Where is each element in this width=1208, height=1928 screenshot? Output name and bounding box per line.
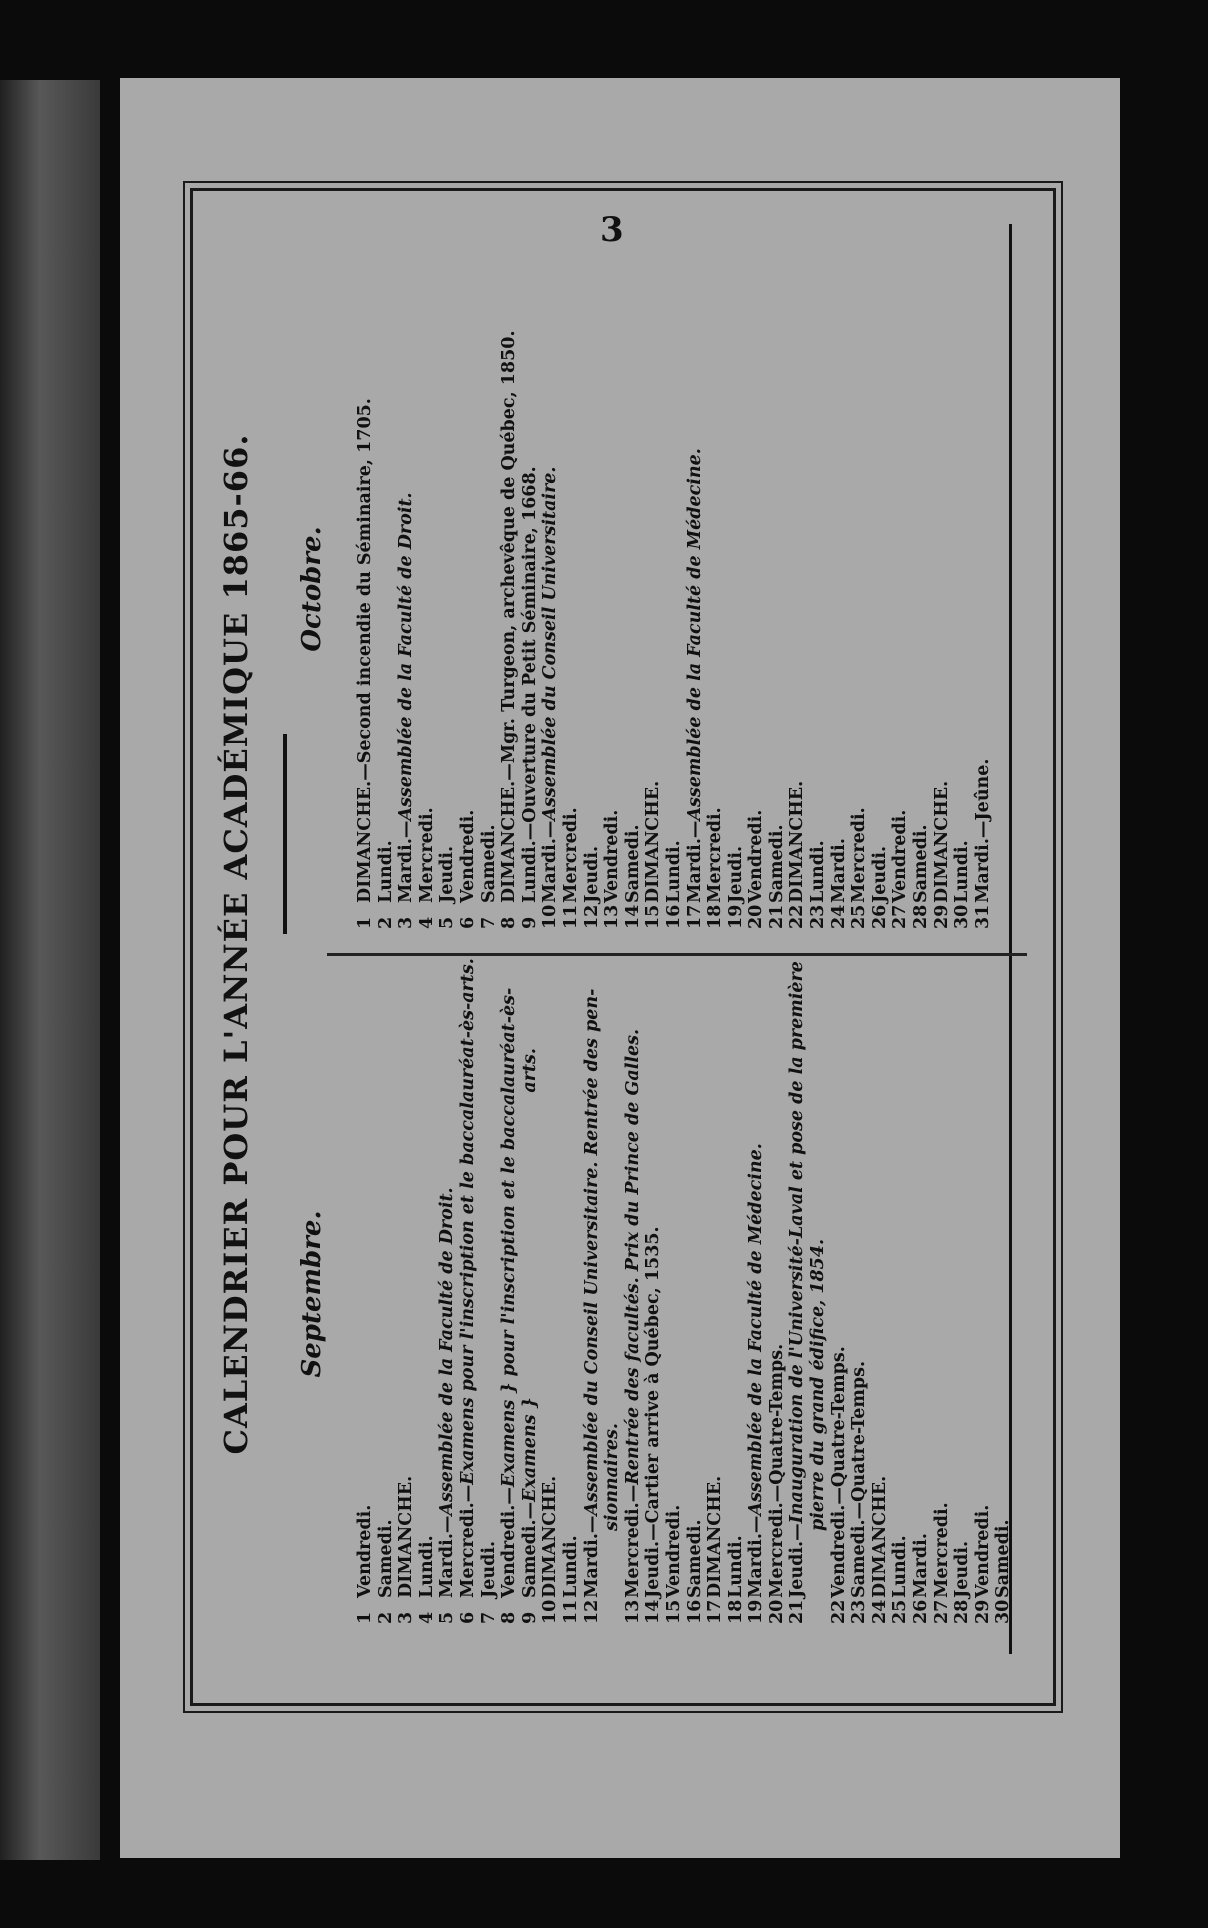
september-column (297, 954, 1014, 1634)
day-number: 20 (766, 1599, 787, 1624)
day-number: 7 (478, 916, 499, 929)
calendar-entry (664, 249, 685, 929)
day-text: Samedi.— (519, 1501, 540, 1598)
day-number: 6 (457, 916, 478, 929)
day-text: DIMANCHE.—Second incendie du Séminaire, 1705. (355, 398, 375, 903)
calendar-entry (499, 964, 520, 1624)
calendar-entry (787, 249, 808, 929)
day-text: Mardi.— (581, 1515, 602, 1598)
day-text: Lundi. (416, 1535, 437, 1598)
day-number: 26 (911, 1599, 932, 1624)
calendar-entry (808, 249, 829, 929)
day-text: Samedi. (684, 1519, 705, 1598)
day-number: 1 (355, 1611, 375, 1624)
calendar-entry (932, 249, 953, 929)
calendar-entry (643, 964, 664, 1624)
day-text: Samedi. (375, 1519, 396, 1598)
page-title: CALENDRIER POUR L'ANNÉE ACADÉMIQUE 1865-66. (217, 433, 255, 1455)
calendar-entry (973, 249, 994, 929)
day-text: Jeudi. (869, 845, 890, 903)
calendar-entry (829, 249, 850, 929)
day-number: 15 (643, 904, 664, 929)
day-text: Lundi. (725, 1535, 746, 1598)
day-text: Mercredi.—Quatre-Temps. (766, 1343, 787, 1598)
month-heading-october: Octobre. (297, 526, 327, 652)
calendar-entry (911, 964, 932, 1624)
calendar-entry (520, 964, 541, 1624)
calendar-entry (561, 964, 582, 1624)
day-text: DIMANCHE. (540, 1475, 561, 1598)
day-number: 22 (787, 904, 808, 929)
calendar-entry (870, 249, 891, 929)
day-text: Lundi. (560, 1535, 581, 1598)
day-text: Lundi.—Ouverture du Petit Séminaire, 1668. (519, 466, 540, 903)
title-rule (283, 734, 287, 934)
day-text: Lundi. (952, 840, 973, 903)
day-text: Jeudi.— (787, 1523, 808, 1598)
calendar-entry (890, 249, 911, 929)
day-number: 7 (478, 1611, 499, 1624)
event-note: Assemblée de la Faculté de Droit. (396, 492, 417, 821)
calendar-entry (849, 964, 870, 1624)
calendar-entry (726, 964, 747, 1624)
calendar-entry (602, 964, 623, 1624)
calendar-entry (705, 249, 726, 929)
calendar-entry (396, 964, 417, 1624)
day-number: 24 (828, 904, 849, 929)
day-text: Samedi. (911, 824, 932, 903)
calendar-entry (705, 964, 726, 1624)
calendar-entry (355, 249, 376, 929)
day-text: Vendredi. (890, 809, 911, 903)
day-number: 17 (705, 1599, 726, 1624)
event-note: Examens } pour l'inscription et le baccalauréat-ès- (499, 987, 520, 1488)
calendar-entry (870, 964, 891, 1624)
september-entries (355, 958, 1014, 1624)
day-number: 11 (560, 1599, 581, 1624)
day-number: 15 (663, 1599, 684, 1624)
month-heading-september: Septembre. (297, 1210, 327, 1378)
calendar-entry (376, 964, 397, 1624)
day-number: 29 (931, 904, 952, 929)
day-text: Vendredi. (355, 1504, 375, 1598)
calendar-entry (952, 249, 973, 929)
event-note: Assemblée de la Faculté de Médecine. (746, 1143, 767, 1516)
event-note: Rentrée des facultés. Prix du Prince de Galles. (622, 1028, 643, 1485)
calendar-entry (623, 964, 644, 1624)
day-number: 18 (725, 1599, 746, 1624)
day-text: Jeudi. (437, 845, 458, 903)
calendar-entry (457, 958, 479, 1624)
calendar-entry (499, 249, 520, 929)
day-text: Jeudi. (725, 845, 746, 903)
day-number: 9 (519, 1611, 540, 1624)
day-text: DIMANCHE. (931, 780, 952, 903)
day-text: Mercredi.— (622, 1484, 643, 1598)
calendar-entry (808, 964, 829, 1624)
day-text: Jeudi. (581, 845, 602, 903)
calendar-entry (540, 964, 561, 1624)
event-note: Examens pour l'inscription et le baccalauréat-ès-arts. (457, 958, 478, 1485)
adjacent-page-edge (0, 80, 100, 1860)
calendar-entry (993, 964, 1014, 1624)
day-number: 22 (828, 1599, 849, 1624)
day-number: 4 (416, 1611, 437, 1624)
day-text: Jeudi. (478, 1540, 499, 1598)
day-text: Samedi.—Quatre-Temps. (849, 1360, 870, 1598)
page-number: 3 (600, 210, 624, 250)
event-note: sionnaires. (602, 1423, 623, 1598)
day-number: 2 (375, 916, 396, 929)
day-text: Mardi.— (684, 820, 705, 903)
day-text: Vendredi. (457, 809, 478, 903)
day-text: Mercredi. (560, 807, 581, 903)
day-number: 20 (746, 904, 767, 929)
day-text: DIMANCHE. (396, 1475, 417, 1598)
event-note: Inauguration de l'Université-Laval et pose de la première (787, 961, 808, 1524)
column-divider (327, 953, 1027, 956)
event-note: Assemblée de la Faculté de Droit. (437, 1187, 458, 1516)
day-text: Mercredi. (849, 807, 870, 903)
day-number: 8 (499, 916, 520, 929)
day-text: Jeudi.—Cartier arrive à Québec, 1535. (643, 1226, 664, 1598)
day-text: Mardi.— (396, 820, 417, 903)
calendar-entry (685, 249, 706, 929)
calendar-entry (787, 961, 808, 1624)
calendar-entry (437, 249, 458, 929)
day-number: 12 (581, 904, 602, 929)
calendar-entry (746, 964, 767, 1624)
event-note: Examens } arts. (519, 1047, 540, 1502)
calendar-entry (602, 249, 623, 929)
calendar-entry (623, 249, 644, 929)
calendar-entry (417, 964, 438, 1624)
day-text: DIMANCHE. (869, 1475, 890, 1598)
day-number: 6 (457, 1611, 478, 1624)
day-number: 30 (993, 1599, 1014, 1624)
calendar-entry (479, 249, 500, 929)
calendar-entry (767, 964, 788, 1624)
october-entries (355, 249, 993, 929)
day-number: 26 (869, 904, 890, 929)
day-text: Mardi.— (437, 1515, 458, 1598)
day-text: Mardi. (911, 1533, 932, 1598)
day-number: 29 (972, 1599, 993, 1624)
day-number: 4 (416, 916, 437, 929)
calendar-entry (890, 964, 911, 1624)
day-number: 9 (519, 916, 540, 929)
day-text: Lundi. (375, 840, 396, 903)
day-text: Vendredi.—Quatre-Temps. (828, 1346, 849, 1598)
day-text: DIMANCHE. (787, 780, 808, 903)
day-text: Vendredi. (663, 1504, 684, 1598)
day-number: 16 (684, 1599, 705, 1624)
calendar-entry (664, 964, 685, 1624)
day-number: 13 (622, 1599, 643, 1624)
day-number: 14 (622, 904, 643, 929)
day-number: 13 (602, 904, 623, 929)
calendar-entry (685, 964, 706, 1624)
calendar-entry (767, 249, 788, 929)
day-text: DIMANCHE. (705, 1475, 726, 1598)
day-number: 28 (952, 1599, 973, 1624)
day-number: 5 (437, 1611, 458, 1624)
day-text: Samedi. (478, 824, 499, 903)
day-number: 30 (952, 904, 973, 929)
day-number: 8 (499, 1611, 520, 1624)
day-text: Vendredi.— (499, 1487, 520, 1598)
calendar-entry (458, 249, 479, 929)
calendar-entry (417, 249, 438, 929)
calendar-entry (396, 249, 417, 929)
day-number: 21 (787, 1599, 808, 1624)
day-text: Lundi. (890, 1535, 911, 1598)
event-note: Assemblée du Conseil Universitaire. (540, 466, 561, 821)
day-text: Jeudi. (952, 1540, 973, 1598)
day-number: 18 (705, 904, 726, 929)
day-text: DIMANCHE.—Mgr. Turgeon, archevêque de Québec, 1850. (499, 330, 520, 903)
calendar-entry (561, 249, 582, 929)
calendar-entry (479, 964, 500, 1624)
day-text: Mardi.— (540, 820, 561, 903)
october-column (297, 239, 997, 939)
calendar-entry (726, 249, 747, 929)
event-note: Assemblée de la Faculté de Médecine. (684, 448, 705, 821)
day-text: Mercredi. (416, 807, 437, 903)
day-number: 31 (972, 904, 993, 929)
day-number: 10 (540, 1599, 561, 1624)
calendar-entry (829, 964, 850, 1624)
day-text: Samedi. (766, 824, 787, 903)
day-text: Mardi.—Jeûne. (972, 758, 993, 903)
day-number: 14 (643, 1599, 664, 1624)
day-text: Mardi. (828, 838, 849, 903)
calendar-entry (911, 249, 932, 929)
day-text: Mercredi.— (457, 1484, 478, 1598)
day-text: Samedi. (993, 1519, 1014, 1598)
event-note: pierre du grand édifice, 1854. (808, 1238, 829, 1598)
day-number: 23 (849, 1599, 870, 1624)
day-number: 19 (746, 1599, 767, 1624)
calendar-entry (355, 964, 376, 1624)
day-number: 10 (540, 904, 561, 929)
day-number: 19 (725, 904, 746, 929)
event-note: Assemblée du Conseil Universitaire. Rentrée des pen- (581, 988, 602, 1516)
day-text: Mercredi. (705, 807, 726, 903)
calendar-entry (582, 249, 603, 929)
day-text: DIMANCHE. (643, 780, 664, 903)
day-number: 1 (355, 916, 375, 929)
day-text: Mercredi. (931, 1502, 952, 1598)
calendar-entry (952, 964, 973, 1624)
calendar-entry (437, 964, 458, 1624)
day-text: Samedi. (622, 824, 643, 903)
calendar-entry (973, 964, 994, 1624)
day-text: Vendredi. (972, 1504, 993, 1598)
day-number: 5 (437, 916, 458, 929)
day-number: 27 (890, 904, 911, 929)
day-text: Vendredi. (602, 809, 623, 903)
day-number: 23 (808, 904, 829, 929)
calendar-entry (746, 249, 767, 929)
day-number: 25 (890, 1599, 911, 1624)
calendar-entry (540, 249, 561, 929)
day-number: 24 (869, 1599, 890, 1624)
day-number: 17 (684, 904, 705, 929)
day-number: 28 (911, 904, 932, 929)
day-number: 12 (581, 1599, 602, 1624)
calendar-entry (849, 249, 870, 929)
day-number: 25 (849, 904, 870, 929)
day-number: 3 (396, 916, 417, 929)
calendar-entry (376, 249, 397, 929)
day-text: Mardi.— (746, 1515, 767, 1598)
day-number: 27 (931, 1599, 952, 1624)
calendar-entry (932, 964, 953, 1624)
day-number: 11 (560, 904, 581, 929)
calendar-entry (582, 964, 603, 1624)
day-text: Lundi. (663, 840, 684, 903)
day-text: Vendredi. (746, 809, 767, 903)
day-number: 2 (375, 1611, 396, 1624)
calendar-entry (643, 249, 664, 929)
day-text: Lundi. (808, 840, 829, 903)
calendar-content (197, 194, 1047, 1694)
day-number: 16 (663, 904, 684, 929)
day-number: 21 (766, 904, 787, 929)
calendar-entry (520, 249, 541, 929)
day-number: 3 (396, 1611, 417, 1624)
